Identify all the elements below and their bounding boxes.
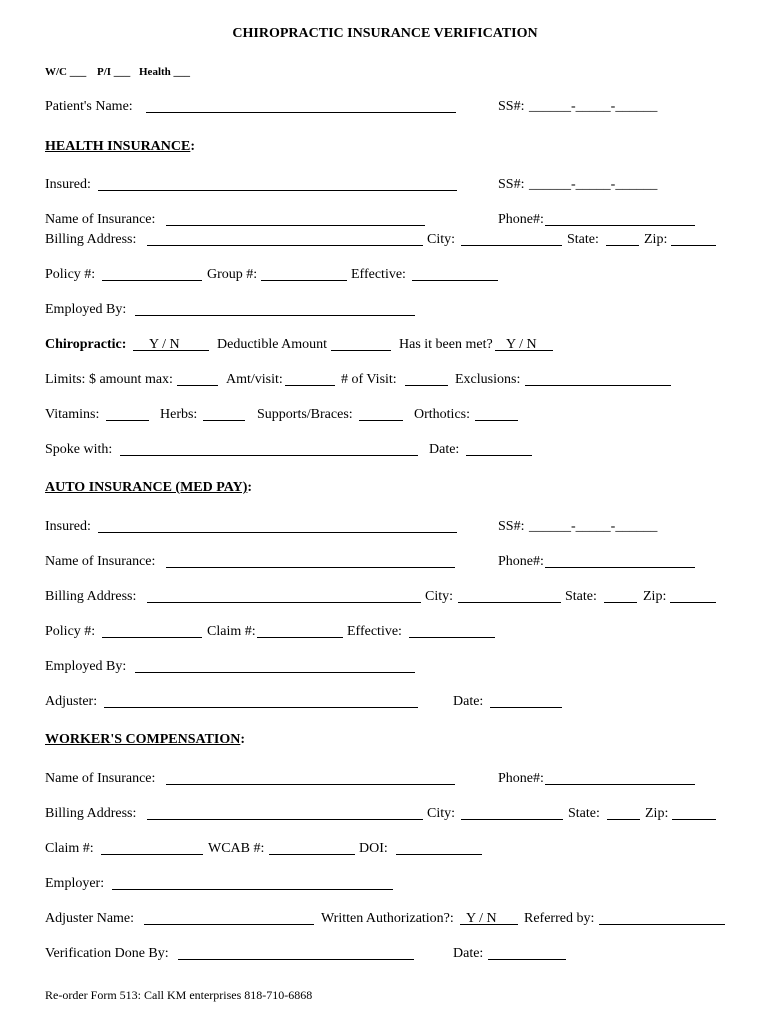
exclusions-label: Exclusions: — [455, 372, 521, 387]
auto-insured-row — [45, 517, 740, 537]
wc-billing-row — [45, 804, 740, 824]
wc-state-field[interactable] — [607, 819, 640, 820]
auto-phone-field[interactable] — [545, 567, 695, 568]
auto-phone-label: Phone#: — [498, 554, 544, 569]
health-insurance-name-row — [45, 210, 740, 230]
wc-written-auth-yn[interactable]: Y / N — [466, 911, 497, 926]
wc-verification-row — [45, 944, 740, 964]
health-phone-label: Phone#: — [498, 212, 544, 227]
wc-wcab-label: WCAB #: — [208, 841, 265, 856]
exclusions-field[interactable] — [525, 385, 671, 386]
auto-effective-label: Effective: — [347, 624, 402, 639]
health-section-header — [45, 137, 740, 157]
health-employed-label: Employed By: — [45, 302, 127, 317]
health-state-label: State: — [567, 232, 599, 247]
health-city-field[interactable] — [461, 245, 562, 246]
claim-type-row — [45, 62, 740, 82]
health-city-label: City: — [427, 232, 456, 247]
wc-adjuster-name-field[interactable] — [144, 924, 314, 925]
auto-state-field[interactable] — [604, 602, 637, 603]
wc-city-label: City: — [427, 806, 456, 821]
wc-referred-label: Referred by: — [524, 911, 595, 926]
health-group-label: Group #: — [207, 267, 258, 282]
wc-doi-label: DOI: — [359, 841, 388, 856]
amt-visit-field[interactable] — [285, 385, 335, 386]
health-billing-row — [45, 230, 740, 250]
wc-date-label: Date: — [453, 946, 484, 961]
wc-phone-label: Phone#: — [498, 771, 544, 786]
wc-billing-field[interactable] — [147, 819, 423, 820]
health-ins-name-field[interactable] — [166, 225, 425, 226]
health-date-label: Date: — [429, 442, 460, 457]
met-yn-field[interactable]: Y / N — [506, 337, 537, 352]
health-effective-label: Effective: — [351, 267, 406, 282]
auto-adjuster-field[interactable] — [104, 707, 418, 708]
auto-ins-name-label: Name of Insurance: — [45, 554, 156, 569]
patient-ss-field[interactable]: ______-_____-______ — [529, 99, 658, 114]
num-visit-label: # of Visit: — [341, 372, 397, 387]
patient-ss-label: SS#: — [498, 99, 525, 114]
wc-adjuster-row — [45, 909, 740, 929]
auto-header-colon: : — [247, 480, 253, 495]
wc-referred-field[interactable] — [599, 924, 725, 925]
herbs-label: Herbs: — [160, 407, 198, 422]
wc-doi-field[interactable] — [396, 854, 482, 855]
health-group-field[interactable] — [261, 280, 347, 281]
orthotics-label: Orthotics: — [414, 407, 470, 422]
patient-row — [45, 97, 740, 117]
health-header-text: HEALTH INSURANCE — [45, 139, 191, 154]
health-spoke-row — [45, 440, 740, 460]
auto-zip-field[interactable] — [670, 602, 716, 603]
auto-ss-label: SS#: — [498, 519, 525, 534]
wc-claim-row — [45, 839, 740, 859]
reorder-footer: Re-order Form 513: Call KM enterprises 818-710-6868 — [45, 988, 313, 1002]
wc-ins-name-field[interactable] — [166, 784, 455, 785]
wc-employer-row — [45, 874, 740, 894]
wc-zip-label: Zip: — [645, 806, 669, 821]
auto-state-label: State: — [565, 589, 597, 604]
wc-section-header — [45, 730, 740, 750]
spoke-with-field[interactable] — [120, 455, 418, 456]
wc-claim-field[interactable] — [101, 854, 203, 855]
auto-city-field[interactable] — [458, 602, 561, 603]
auto-policy-label: Policy #: — [45, 624, 96, 639]
health-extras-row — [45, 405, 740, 425]
health-phone-field[interactable] — [545, 225, 695, 226]
chiropractic-yn-field[interactable]: Y / N — [149, 337, 180, 352]
wc-verification-label: Verification Done By: — [45, 946, 169, 961]
wc-billing-label: Billing Address: — [45, 806, 137, 821]
deductible-label: Deductible Amount — [217, 337, 328, 352]
auto-adjuster-row — [45, 692, 740, 712]
wc-checkbox-label[interactable]: W/C ___ — [45, 66, 87, 78]
wc-written-auth-label: Written Authorization?: — [321, 911, 454, 926]
met-label: Has it been met? — [399, 337, 493, 352]
auto-insurance-name-row — [45, 552, 740, 572]
health-insured-row — [45, 175, 740, 195]
health-state-field[interactable] — [606, 245, 639, 246]
wc-zip-field[interactable] — [672, 819, 716, 820]
orthotics-field[interactable] — [475, 420, 518, 421]
limits-label: Limits: $ amount max: — [45, 372, 173, 387]
auto-claim-label: Claim #: — [207, 624, 256, 639]
wc-claim-label: Claim #: — [45, 841, 94, 856]
vitamins-field[interactable] — [106, 420, 149, 421]
auto-employed-field[interactable] — [135, 672, 415, 673]
auto-date-field[interactable] — [490, 707, 562, 708]
herbs-field[interactable] — [203, 420, 245, 421]
health-chiropractic-row — [45, 335, 740, 355]
health-zip-label: Zip: — [644, 232, 668, 247]
health-date-field[interactable] — [466, 455, 532, 456]
health-policy-row — [45, 265, 740, 285]
health-insured-label: Insured: — [45, 177, 91, 192]
auto-city-label: City: — [425, 589, 454, 604]
auto-zip-label: Zip: — [643, 589, 667, 604]
wc-date-field[interactable] — [488, 959, 566, 960]
deductible-field[interactable] — [331, 350, 391, 351]
wc-verification-field[interactable] — [178, 959, 414, 960]
wc-ins-name-label: Name of Insurance: — [45, 771, 156, 786]
auto-policy-field[interactable] — [102, 637, 202, 638]
auto-billing-field[interactable] — [147, 602, 421, 603]
patient-name-label: Patient's Name: — [45, 99, 133, 114]
health-limits-row — [45, 370, 740, 390]
health-checkbox-label[interactable]: Health ___ — [139, 66, 191, 78]
auto-insured-label: Insured: — [45, 519, 91, 534]
auto-billing-label: Billing Address: — [45, 589, 137, 604]
health-ss-field[interactable]: ______-_____-______ — [529, 177, 658, 192]
auto-adjuster-label: Adjuster: — [45, 694, 98, 709]
patient-name-field[interactable] — [146, 112, 456, 113]
limits-max-field[interactable] — [177, 385, 218, 386]
auto-section-header — [45, 478, 740, 498]
health-insured-field[interactable] — [98, 190, 457, 191]
auto-effective-field[interactable] — [409, 637, 495, 638]
health-ins-name-label: Name of Insurance: — [45, 212, 156, 227]
wc-state-label: State: — [568, 806, 600, 821]
health-policy-field[interactable] — [102, 280, 202, 281]
auto-employed-label: Employed By: — [45, 659, 127, 674]
auto-claim-field[interactable] — [257, 637, 343, 638]
health-policy-label: Policy #: — [45, 267, 96, 282]
health-effective-field[interactable] — [412, 280, 498, 281]
chiropractic-label: Chiropractic: — [45, 337, 127, 352]
wc-phone-field[interactable] — [545, 784, 695, 785]
auto-employed-row — [45, 657, 740, 677]
pi-checkbox-label[interactable]: P/I ___ — [97, 66, 131, 78]
supports-field[interactable] — [359, 420, 403, 421]
health-zip-field[interactable] — [671, 245, 716, 246]
spoke-with-label: Spoke with: — [45, 442, 113, 457]
wc-adjuster-name-label: Adjuster Name: — [45, 911, 135, 926]
health-header-colon: : — [190, 139, 196, 154]
wc-city-field[interactable] — [461, 819, 563, 820]
wc-wcab-field[interactable] — [269, 854, 355, 855]
amt-visit-label: Amt/visit: — [226, 372, 283, 387]
auto-ins-name-field[interactable] — [166, 567, 455, 568]
health-billing-label: Billing Address: — [45, 232, 137, 247]
wc-header-text: WORKER'S COMPENSATION — [45, 732, 241, 747]
health-employed-field[interactable] — [135, 315, 415, 316]
wc-header-colon: : — [240, 732, 246, 747]
auto-billing-row — [45, 587, 740, 607]
auto-ss-field[interactable]: ______-_____-______ — [529, 519, 658, 534]
auto-header-text: AUTO INSURANCE (MED PAY) — [45, 480, 248, 495]
health-ss-label: SS#: — [498, 177, 525, 192]
auto-insured-field[interactable] — [98, 532, 457, 533]
wc-insurance-name-row — [45, 769, 740, 789]
num-visit-field[interactable] — [405, 385, 448, 386]
wc-employer-label: Employer: — [45, 876, 105, 891]
health-billing-field[interactable] — [147, 245, 423, 246]
health-employed-row — [45, 300, 740, 320]
auto-date-label: Date: — [453, 694, 484, 709]
wc-employer-field[interactable] — [112, 889, 393, 890]
auto-policy-row — [45, 622, 740, 642]
supports-label: Supports/Braces: — [257, 407, 353, 422]
form-title: CHIROPRACTIC INSURANCE VERIFICATION — [232, 26, 538, 41]
vitamins-label: Vitamins: — [45, 407, 100, 422]
